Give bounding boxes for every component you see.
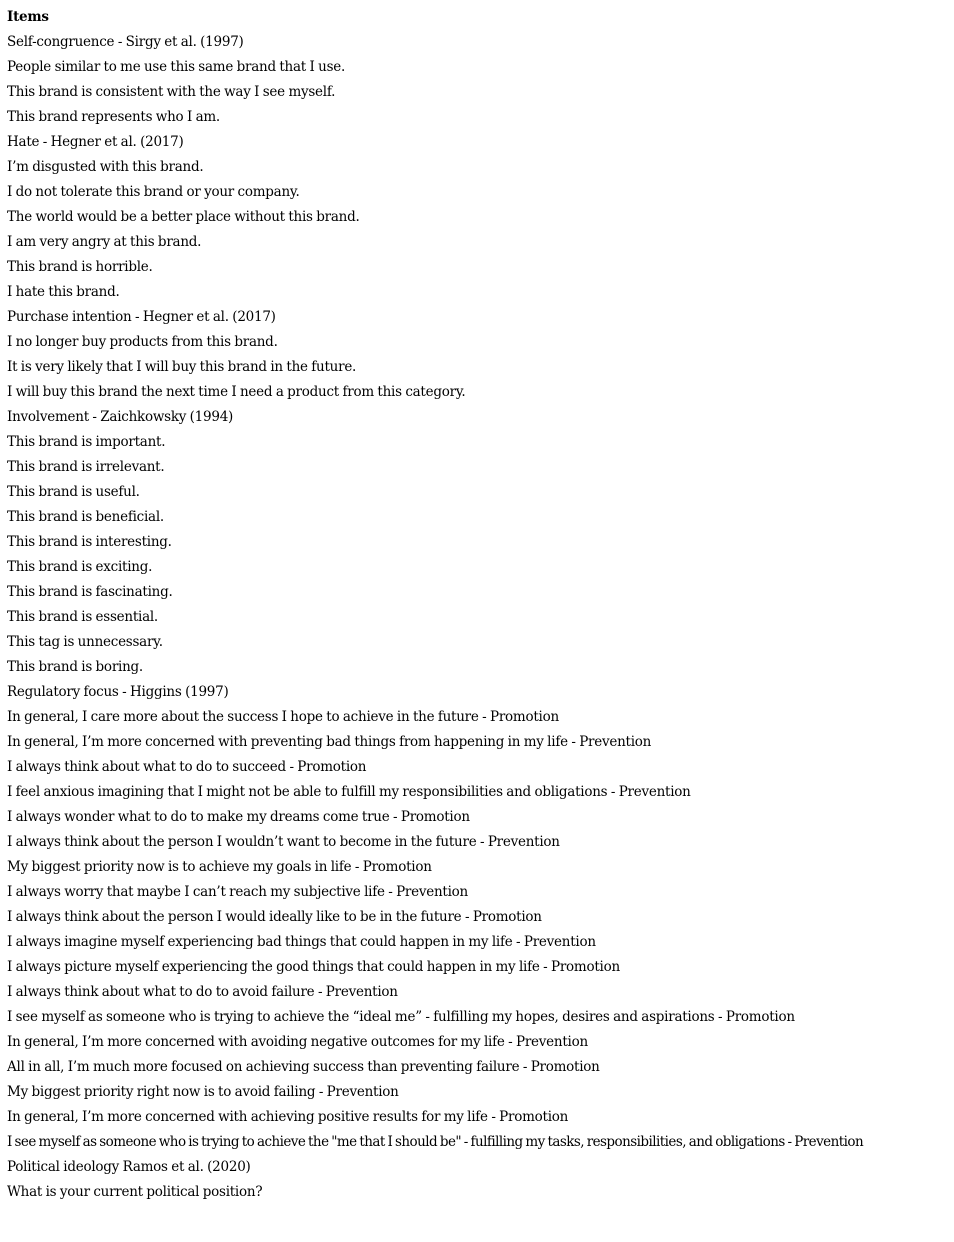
section-heading-political-ideology: Political ideology Ramos et al. (2020) <box>7 1159 251 1175</box>
item-row: This brand is important. <box>7 434 166 450</box>
item-row: I always think about the person I wouldn’t want to become in the future - Prevention <box>7 834 560 850</box>
item-row: In general, I’m more concerned with preventing bad things from happening in my life - Prevention <box>7 734 652 750</box>
item-row: All in all, I’m much more focused on achieving success than preventing failure - Promotion <box>7 1059 600 1075</box>
item-row: I see myself as someone who is trying to achieve the “ideal me” - fulfilling my hopes, desires and aspirations - Promotion <box>7 1009 795 1025</box>
item-row: In general, I care more about the success I hope to achieve in the future - Promotion <box>7 709 559 725</box>
item-row: In general, I’m more concerned with achieving positive results for my life - Promotion <box>7 1109 569 1125</box>
section-heading-regulatory-focus: Regulatory focus - Higgins (1997) <box>7 684 229 700</box>
item-row: What is your current political position? <box>7 1184 263 1200</box>
item-row: The world would be a better place without this brand. <box>7 209 360 225</box>
item-row: I always worry that maybe I can’t reach my subjective life - Prevention <box>7 884 468 900</box>
item-row: I hate this brand. <box>7 284 120 300</box>
item-row: I always think about what to do to succeed - Promotion <box>7 759 367 775</box>
section-heading-purchase-intention: Purchase intention - Hegner et al. (2017) <box>7 309 276 325</box>
item-row: I always picture myself experiencing the good things that could happen in my life - Promotion <box>7 959 620 975</box>
item-row: This brand represents who I am. <box>7 109 220 125</box>
item-row: This tag is unnecessary. <box>7 634 163 650</box>
item-row: I am very angry at this brand. <box>7 234 202 250</box>
item-row: I will buy this brand the next time I need a product from this category. <box>7 384 466 400</box>
item-row: This brand is horrible. <box>7 259 153 275</box>
item-row: This brand is boring. <box>7 659 143 675</box>
item-row: My biggest priority right now is to avoid failing - Prevention <box>7 1084 399 1100</box>
item-row: This brand is essential. <box>7 609 158 625</box>
section-heading-self-congruence: Self-congruence - Sirgy et al. (1997) <box>7 34 244 50</box>
section-heading-involvement: Involvement - Zaichkowsky (1994) <box>7 409 234 425</box>
item-row: I no longer buy products from this brand. <box>7 334 278 350</box>
item-row: In general, I’m more concerned with avoiding negative outcomes for my life - Prevention <box>7 1034 588 1050</box>
item-row: This brand is fascinating. <box>7 584 173 600</box>
item-row: This brand is beneficial. <box>7 509 164 525</box>
item-row: I feel anxious imagining that I might not be able to fulfill my responsibilities and obligations - Prevention <box>7 784 691 800</box>
section-heading-hate: Hate - Hegner et al. (2017) <box>7 134 184 150</box>
item-row: This brand is interesting. <box>7 534 172 550</box>
item-row: I always think about what to do to avoid failure - Prevention <box>7 984 398 1000</box>
item-row: People similar to me use this same brand that I use. <box>7 59 346 75</box>
items-header: Items <box>7 9 49 25</box>
item-row: My biggest priority now is to achieve my goals in life - Promotion <box>7 859 432 875</box>
item-row: I do not tolerate this brand or your company. <box>7 184 300 200</box>
item-row: This brand is useful. <box>7 484 140 500</box>
item-row: This brand is irrelevant. <box>7 459 165 475</box>
item-row: I’m disgusted with this brand. <box>7 159 204 175</box>
item-row: This brand is consistent with the way I see myself. <box>7 84 336 100</box>
item-row: I always think about the person I would ideally like to be in the future - Promotion <box>7 909 542 925</box>
item-row: It is very likely that I will buy this brand in the future. <box>7 359 357 375</box>
items-table <box>7 5 951 1205</box>
item-row: I see myself as someone who is trying to achieve the "me that I should be" - fulfilling my tasks, responsibilities, and obligations - Prevention <box>7 1134 864 1150</box>
item-row: I always wonder what to do to make my dreams come true - Promotion <box>7 809 470 825</box>
item-row: This brand is exciting. <box>7 559 153 575</box>
item-row: I always imagine myself experiencing bad things that could happen in my life - Prevention <box>7 934 596 950</box>
